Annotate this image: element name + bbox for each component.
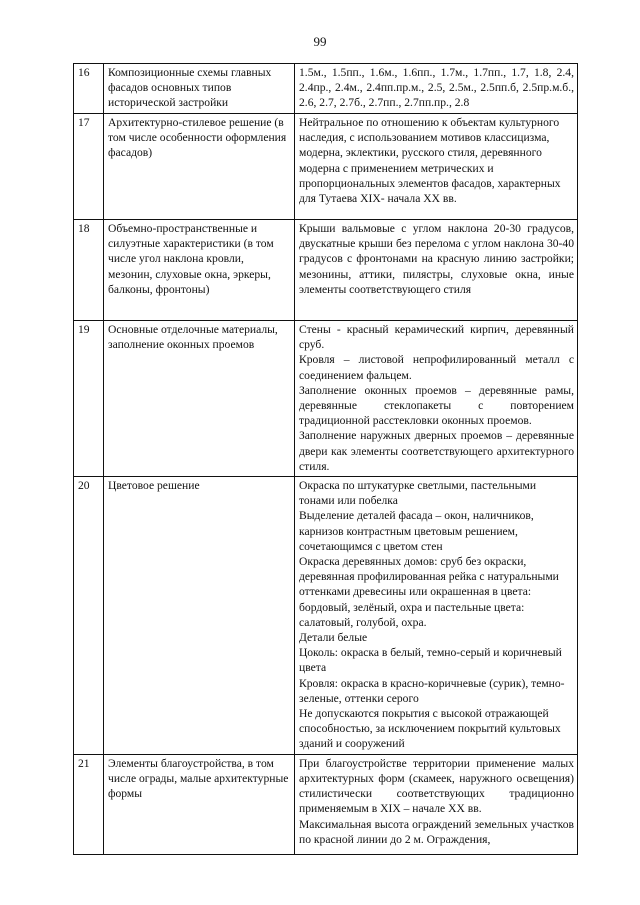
parameter-value	[295, 477, 578, 755]
parameter-name: Архитектурно-стилевое решение (в том числе особенности оформления фасадов)	[104, 114, 295, 220]
table-row	[74, 64, 578, 114]
value-paragraph: Цоколь: окраска в белый, темно-серый и коричневый цвета	[299, 646, 562, 675]
table-row	[74, 754, 578, 854]
value-paragraph: Крыши вальмовые с углом наклона 20-30 градусов, двускатные крыши без перелома с углом наклона 30-40 градусов с фронтонами на красную линию застройки; мезонины, аттики, пилястры, слуховые окна, иные элементы соответствующего стиля	[299, 222, 574, 296]
parameter-name: Композиционные схемы главных фасадов основных типов исторической застройки	[104, 64, 295, 114]
value-paragraph: Стены - красный керамический кирпич, деревянный сруб.	[299, 323, 574, 352]
value-paragraph: Заполнение оконных проемов – деревянные рамы, деревянные стеклопакеты с повторением традиционной расстекловки оконных проемов.	[299, 383, 574, 428]
table-row	[74, 477, 578, 755]
value-paragraph: Заполнение наружных дверных проемов – деревянные двери как элементы соответствующего архитектурного стиля.	[299, 429, 574, 473]
row-number: 20	[74, 477, 104, 755]
parameter-value	[295, 64, 578, 114]
value-paragraph: Кровля – листовой непрофилированный металл с соединением фальцем.	[299, 353, 574, 382]
parameter-name: Основные отделочные материалы, заполнение оконных проемов	[104, 321, 295, 477]
parameter-value	[295, 114, 578, 220]
row-number: 16	[74, 64, 104, 114]
row-number: 18	[74, 220, 104, 321]
table-row	[74, 220, 578, 321]
page-number: 99	[313, 34, 327, 49]
parameter-name: Элементы благоустройства, в том числе ограды, малые архитектурные формы	[104, 754, 295, 854]
value-paragraph: Не допускаются покрытия с высокой отражающей способностью, за исключением покрытий культовых зданий и сооружений	[299, 707, 561, 751]
value-paragraph: 1.5м., 1.5пп., 1.6м., 1.6пп., 1.7м., 1.7пп., 1.7, 1.8, 2.4, 2.4пр., 2.4м., 2.4пп.пр.м., 2.5, 2.5м., 2.5пп.б, 2.5пр.м.б., 2.6, 2.7, 2.7б., 2.7пп., 2.7пп.пр., 2.8	[299, 66, 574, 110]
parameter-value	[295, 754, 578, 854]
parameter-name: Цветовое решение	[104, 477, 295, 755]
row-number: 17	[74, 114, 104, 220]
value-paragraph: Кровля: окраска в красно-коричневые (сурик), темно-зеленые, оттенки серого	[299, 676, 565, 705]
row-number: 19	[74, 321, 104, 477]
parameter-name: Объемно-пространственные и силуэтные характеристики (в том числе угол наклона кровли, мезонин, слуховые окна, эркеры, балконы, фронтоны)	[104, 220, 295, 321]
regulations-table	[73, 63, 578, 855]
value-paragraph: Максимальная высота ограждений земельных участков по красной линии до 2 м. Ограждения,	[299, 817, 574, 846]
value-paragraph: Детали белые	[299, 631, 368, 645]
value-paragraph: При благоустройстве территории применение малых архитектурных форм (скамеек, наружного освещения) стилистически соответствующих традиционно применяемым в XIX – начале XX вв.	[299, 756, 574, 816]
value-paragraph: Выделение деталей фасада – окон, наличников, карнизов контрастным цветовым решением, сочетающимся с цветом стен	[299, 509, 534, 553]
parameter-value	[295, 220, 578, 321]
table-row	[74, 321, 578, 477]
row-number: 21	[74, 754, 104, 854]
table-row	[74, 114, 578, 220]
value-paragraph: Окраска по штукатурке светлыми, пастельными тонами или побелка	[299, 479, 537, 508]
value-paragraph: Окраска деревянных домов: сруб без окраски, деревянная профилированная рейка с натуральными оттенками древесины или окрашенная в цвета: бордовый, зелёный, охра и пастельные цвета: салатовый, голубой, охра.	[299, 555, 559, 629]
parameter-value	[295, 321, 578, 477]
value-paragraph: Нейтральное по отношению к объектам культурного наследия, с использованием мотивов классицизма, модерна, эклектики, русского стиля, деревянного модерна с применением метрических и пропорциональных элементов фасадов, характерных для Тутаева XIX- начала XX вв.	[299, 116, 561, 206]
